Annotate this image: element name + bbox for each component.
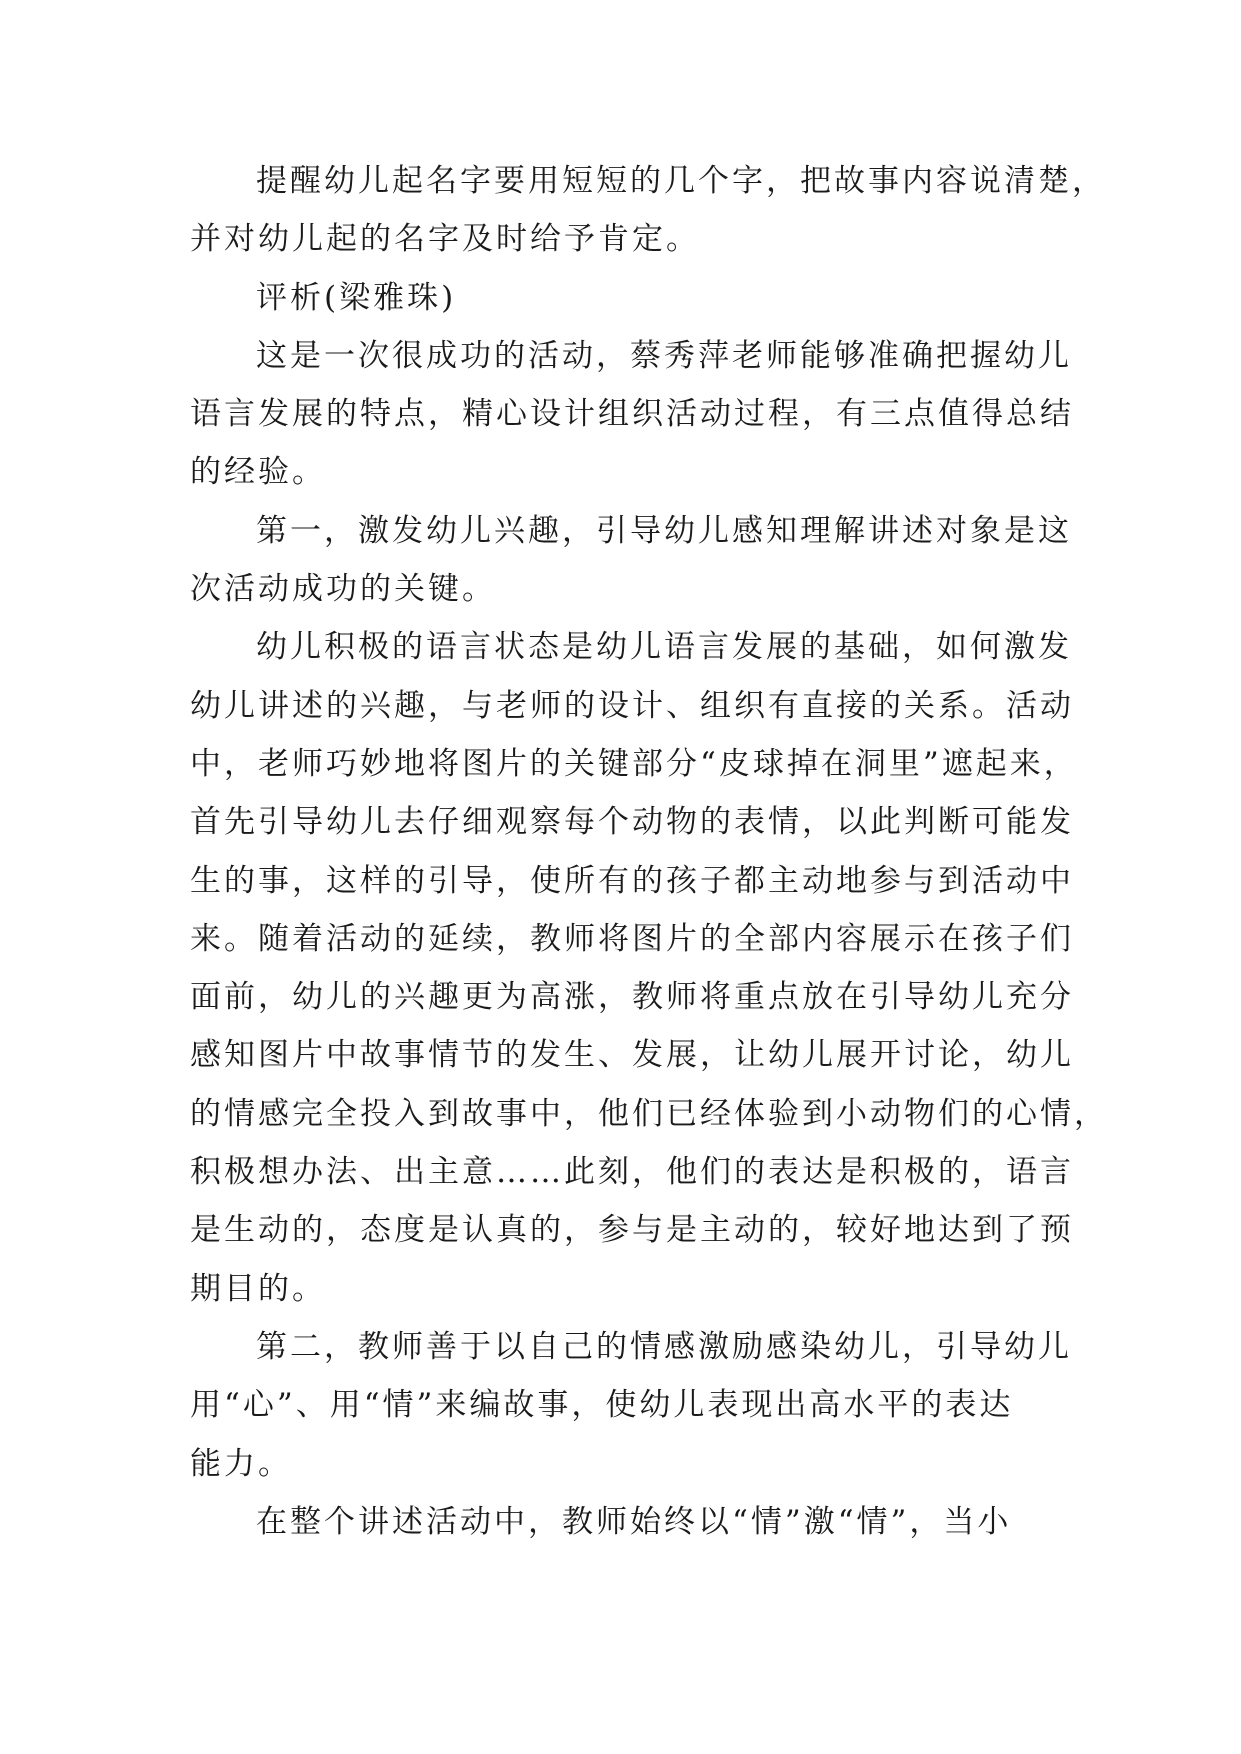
- text-line: 中，老师巧妙地将图片的关键部分“皮球掉在洞里”遮起来，: [190, 745, 1078, 782]
- text-line: 语言发展的特点，精心设计组织活动过程，有三点值得总结: [190, 396, 1074, 433]
- text-line: 在整个讲述活动中，教师始终以“情”激“情”，当小: [256, 1503, 1012, 1540]
- text-line: 生的事，这样的引导，使所有的孩子都主动地参与到活动中: [190, 862, 1074, 899]
- text-line: 期目的。: [190, 1270, 326, 1307]
- text-line: 积极想办法、出主意……此刻，他们的表达是积极的，语言: [190, 1154, 1074, 1191]
- text-line: 的经验。: [190, 454, 326, 491]
- text-line: 这是一次很成功的活动，蔡秀萍老师能够准确把握幼儿: [256, 337, 1072, 374]
- text-line: 幼儿讲述的兴趣，与老师的设计、组织有直接的关系。活动: [190, 687, 1074, 724]
- text-line: 面前，幼儿的兴趣更为高涨，教师将重点放在引导幼儿充分: [190, 979, 1074, 1016]
- text-line: 第一，激发幼儿兴趣，引导幼儿感知理解讲述对象是这: [256, 512, 1072, 549]
- text-line: 的情感完全投入到故事中，他们已经体验到小动物们的心情，: [190, 1095, 1108, 1132]
- section-heading: 评析(梁雅珠): [256, 279, 457, 316]
- text-line: 首先引导幼儿去仔细观察每个动物的表情，以此判断可能发: [190, 804, 1074, 841]
- text-line: 用“心”、用“情”来编故事，使幼儿表现出高水平的表达: [190, 1387, 1014, 1424]
- text-line: 次活动成功的关键。: [190, 571, 496, 608]
- text-line: 感知图片中故事情节的发生、发展，让幼儿展开讨论，幼儿: [190, 1037, 1074, 1074]
- text-line: 来。随着活动的延续，教师将图片的全部内容展示在孩子们: [190, 920, 1074, 957]
- text-line: 幼儿积极的语言状态是幼儿语言发展的基础，如何激发: [256, 629, 1072, 666]
- body-text: [190, 152, 1108, 1551]
- text-line: 第二，教师善于以自己的情感激励感染幼儿，引导幼儿: [256, 1328, 1072, 1365]
- text-line: 能力。: [190, 1445, 292, 1482]
- text-line: 是生动的，态度是认真的，参与是主动的，较好地达到了预: [190, 1212, 1074, 1249]
- text-line: 并对幼儿起的名字及时给予肯定。: [190, 221, 700, 258]
- text-line: 提醒幼儿起名字要用短短的几个字，把故事内容说清楚，: [256, 163, 1106, 199]
